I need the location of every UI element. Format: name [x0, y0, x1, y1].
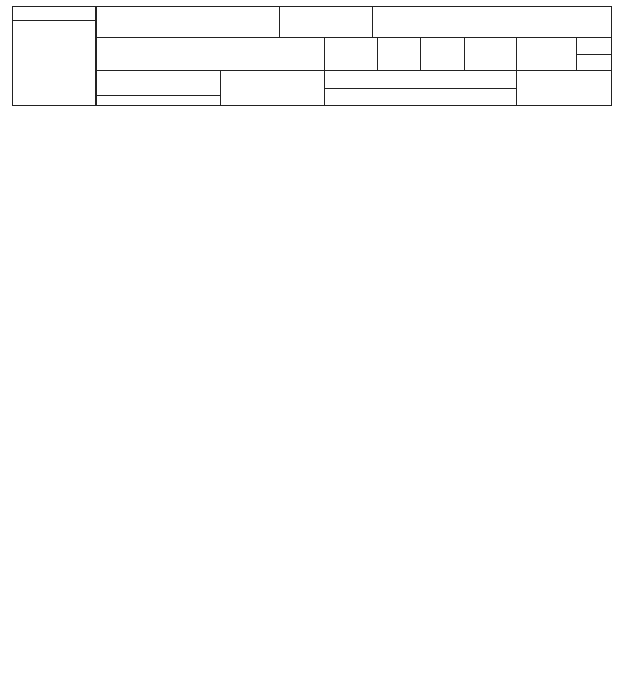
divider — [324, 37, 325, 106]
divider — [576, 54, 612, 55]
divider — [464, 37, 465, 70]
lot-box — [12, 6, 96, 106]
divider — [220, 70, 221, 106]
vehicle-info-box — [96, 6, 612, 106]
divider — [279, 6, 280, 37]
divider — [96, 95, 220, 96]
divider — [12, 20, 96, 21]
divider — [576, 37, 577, 70]
divider — [516, 37, 517, 106]
divider — [96, 37, 612, 38]
divider — [372, 6, 373, 37]
divider — [377, 37, 378, 70]
divider — [420, 37, 421, 70]
divider — [96, 70, 324, 71]
divider — [324, 70, 612, 71]
divider — [324, 88, 516, 89]
